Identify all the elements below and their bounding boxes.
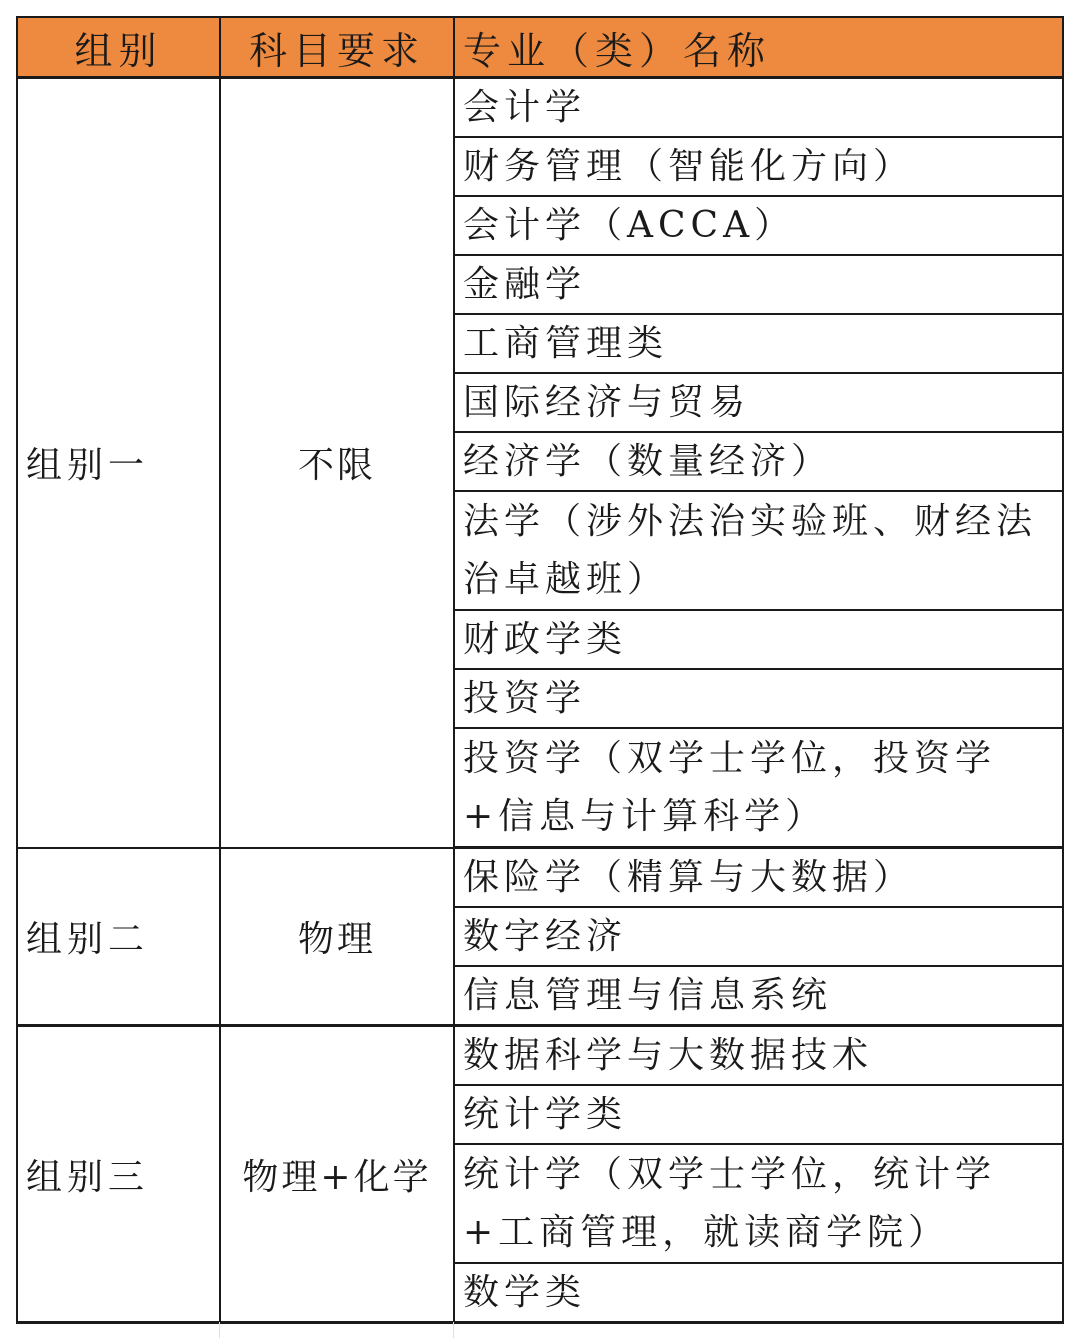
header-row	[17, 17, 1063, 78]
table-row	[17, 848, 1063, 908]
group-2-name: 组别二	[17, 848, 220, 1026]
major-table-container	[16, 16, 1062, 1324]
group-3-subject: 物理+化学	[220, 1026, 454, 1323]
group-2-subject: 物理	[220, 848, 454, 1026]
major-cell: 财务管理（智能化方向）	[454, 137, 1063, 196]
major-cell: 法学（涉外法治实验班、财经法治卓越班）	[454, 491, 1063, 610]
spreadsheet-gridlines	[16, 1322, 1062, 1338]
major-cell: 信息管理与信息系统	[454, 966, 1063, 1026]
group-3-name: 组别三	[17, 1026, 220, 1323]
gridline	[219, 1322, 220, 1338]
major-cell: 数学类	[454, 1263, 1063, 1323]
major-cell: 财政学类	[454, 610, 1063, 669]
table-row	[17, 78, 1063, 138]
major-cell: 保险学（精算与大数据）	[454, 848, 1063, 908]
major-cell: 会计学	[454, 78, 1063, 138]
major-cell: 统计学（双学士学位，统计学+工商管理，就读商学院）	[454, 1144, 1063, 1263]
major-cell: 经济学（数量经济）	[454, 432, 1063, 491]
major-cell: 会计学（ACCA）	[454, 196, 1063, 255]
major-cell: 国际经济与贸易	[454, 373, 1063, 432]
group-1-name: 组别一	[17, 78, 220, 848]
major-cell: 投资学	[454, 669, 1063, 728]
header-major: 专业（类）名称	[454, 17, 1063, 78]
major-cell: 工商管理类	[454, 314, 1063, 373]
table-row	[17, 1026, 1063, 1086]
major-cell: 金融学	[454, 255, 1063, 314]
header-group: 组别	[17, 17, 220, 78]
major-cell: 数字经济	[454, 907, 1063, 966]
major-cell: 统计学类	[454, 1085, 1063, 1144]
major-cell: 数据科学与大数据技术	[454, 1026, 1063, 1086]
header-subject: 科目要求	[220, 17, 454, 78]
major-cell: 投资学（双学士学位，投资学+信息与计算科学）	[454, 728, 1063, 848]
major-requirements-table	[16, 16, 1064, 1324]
group-1-subject: 不限	[220, 78, 454, 848]
gridline	[453, 1322, 454, 1338]
